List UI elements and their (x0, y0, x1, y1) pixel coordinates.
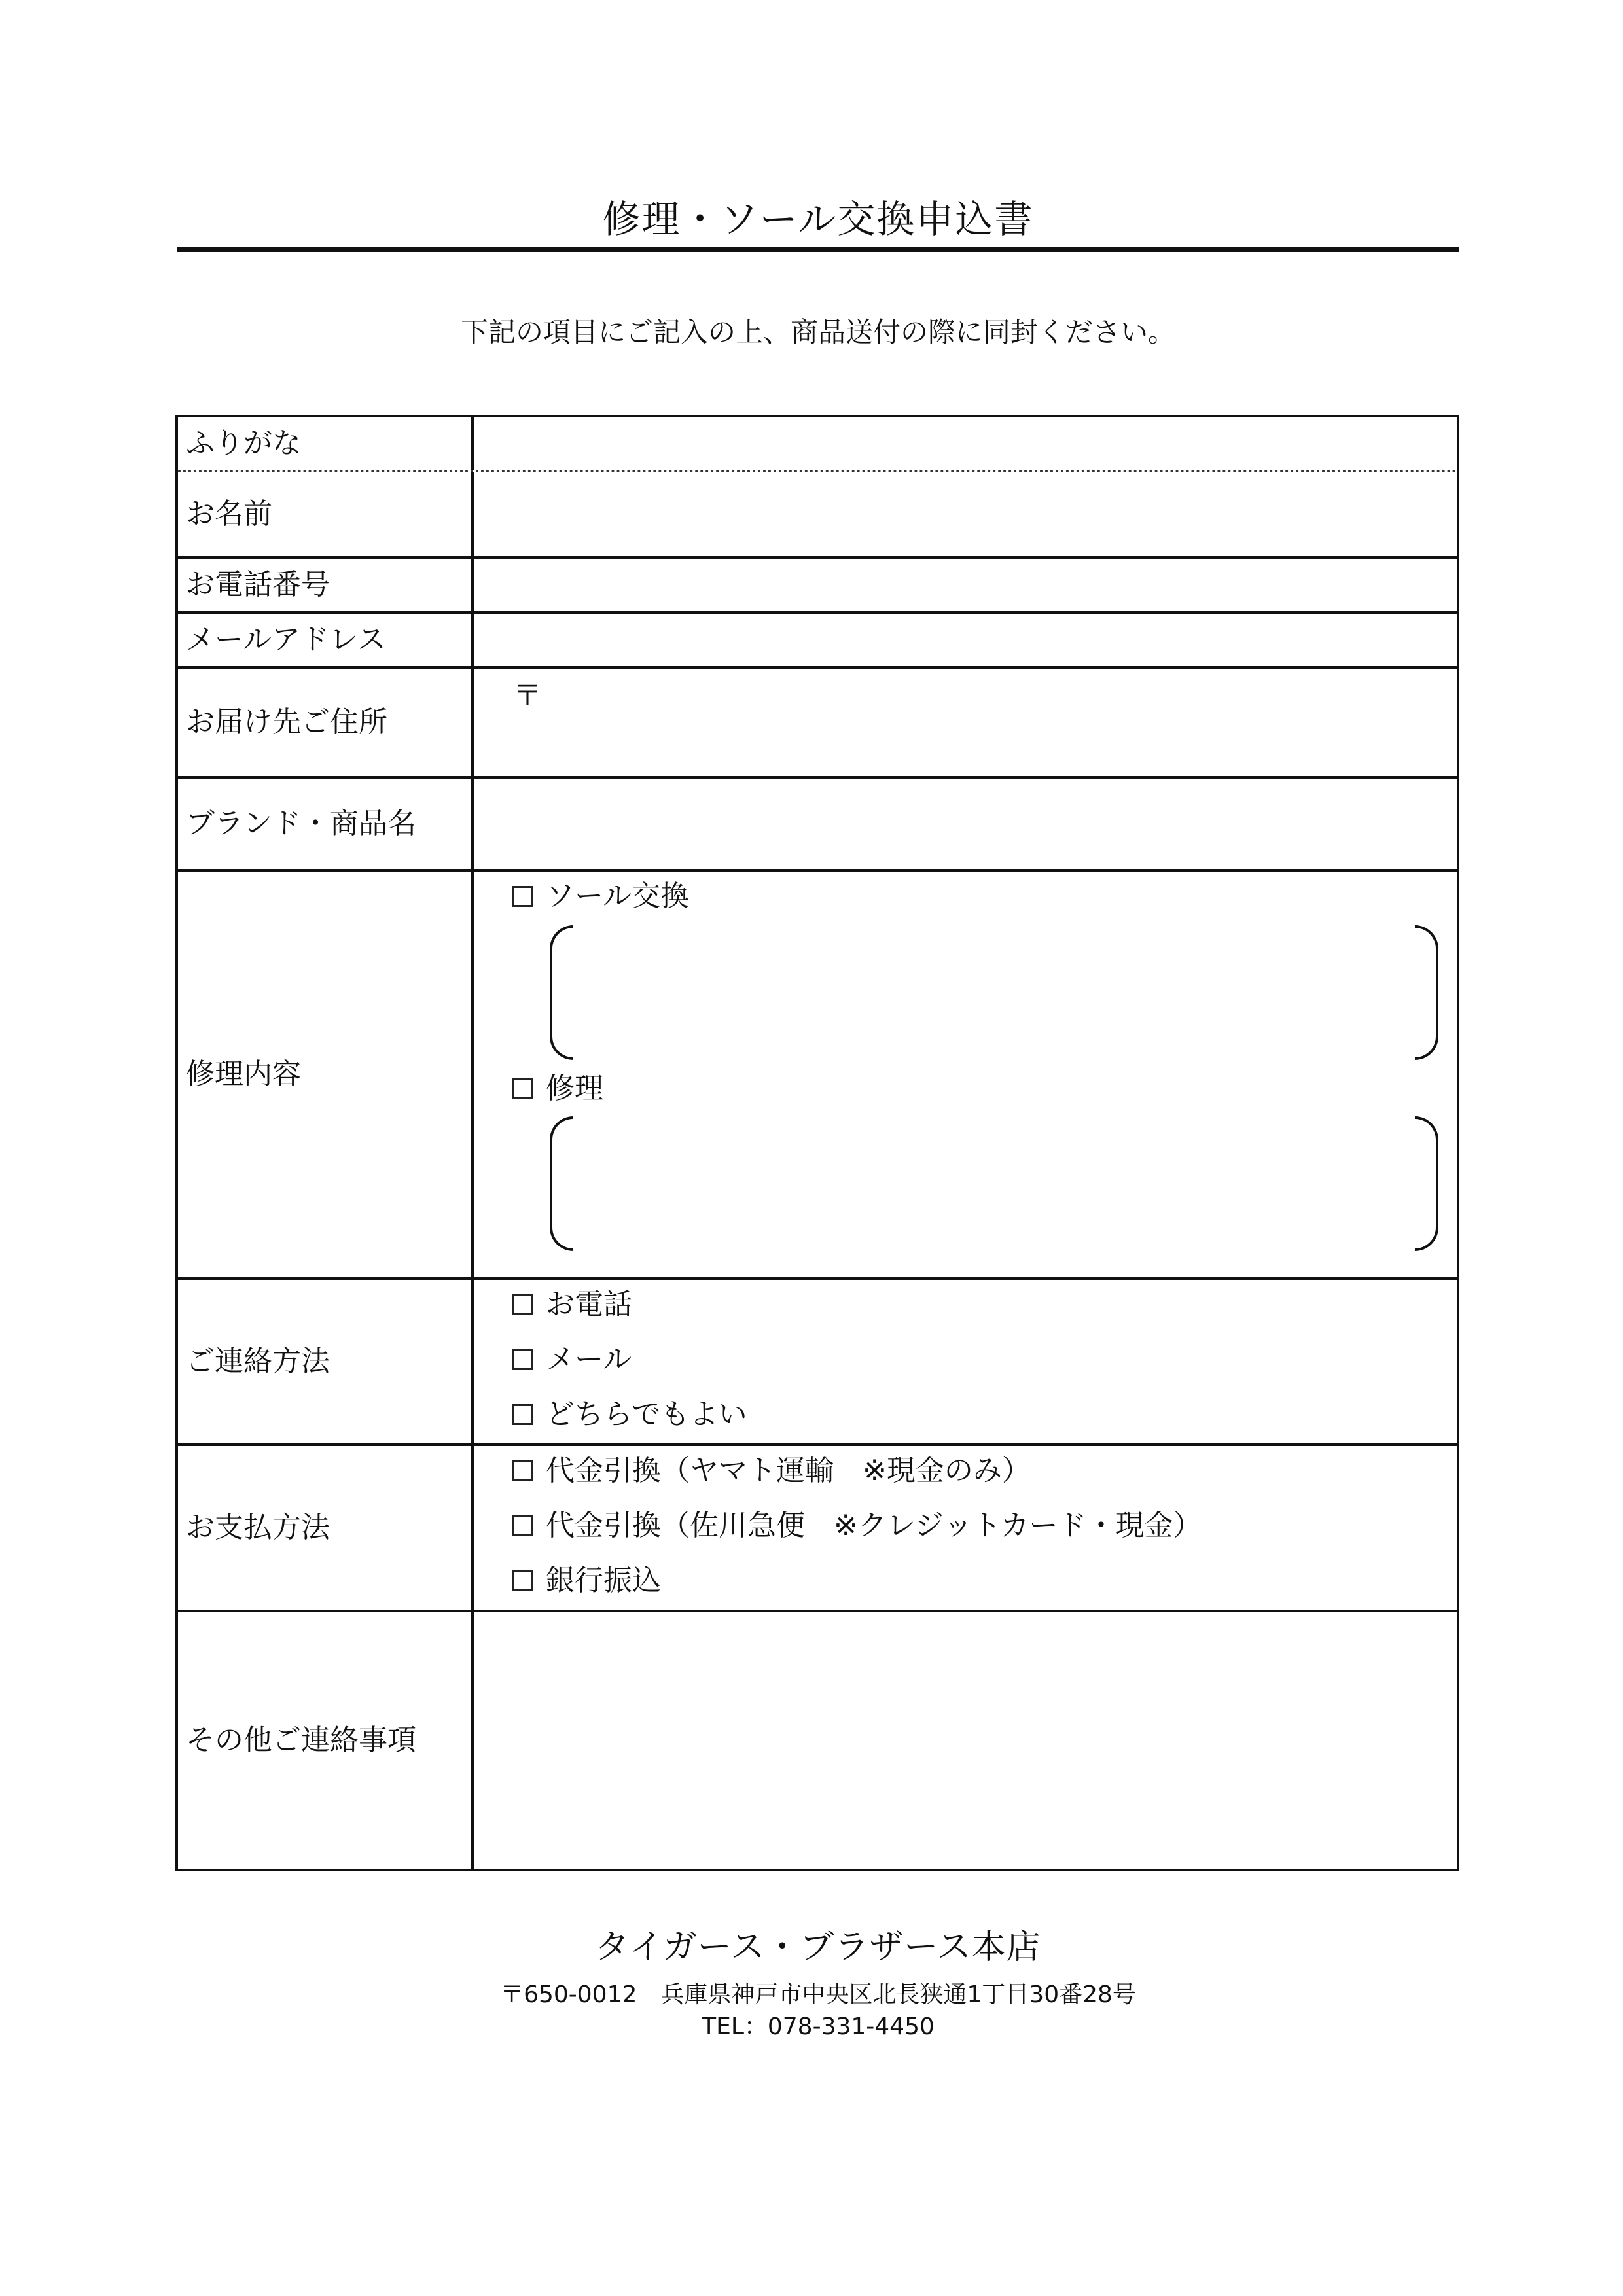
phone-field[interactable] (474, 559, 1457, 611)
application-form-table (175, 415, 1459, 1871)
left-bracket-icon (550, 1116, 573, 1251)
notes-label: その他ご連絡事項 (178, 1612, 474, 1869)
checkbox-icon[interactable] (512, 1460, 533, 1481)
payment-option-cod-yamato[interactable] (512, 1453, 1031, 1489)
name-field[interactable] (474, 472, 1457, 556)
sole-replacement-detail-bracket[interactable] (550, 925, 1438, 1060)
email-field[interactable] (474, 614, 1457, 666)
page-title: 修理・ソール交換申込書 (602, 197, 1034, 241)
furigana-label: ふりがな (178, 417, 474, 470)
repair-row (178, 869, 1457, 1277)
contact-method-row (178, 1277, 1457, 1443)
store-address: 〒650-0012 兵庫県神戸市中央区北長狭通1丁目30番28号 (500, 1981, 1136, 2008)
repair-detail-bracket[interactable] (550, 1116, 1438, 1251)
title-divider (177, 247, 1459, 252)
repair-option[interactable] (512, 1070, 603, 1107)
payment-method-field (474, 1446, 1457, 1610)
brand-row (178, 776, 1457, 869)
furigana-row (178, 417, 1457, 470)
checkbox-icon[interactable] (512, 1078, 533, 1099)
checkbox-icon[interactable] (512, 1349, 533, 1370)
payment-option-label: 代金引換（ヤマト運輸 ※現金のみ） (546, 1454, 1031, 1487)
checkbox-icon[interactable] (512, 886, 533, 907)
contact-method-label: ご連絡方法 (178, 1280, 474, 1443)
name-label: お名前 (178, 472, 474, 556)
checkbox-icon[interactable] (512, 1515, 533, 1536)
brand-field[interactable] (474, 779, 1457, 869)
contact-option-email[interactable] (512, 1341, 632, 1378)
brand-label: ブランド・商品名 (178, 779, 474, 869)
contact-option-either[interactable] (512, 1396, 747, 1433)
contact-option-phone[interactable] (512, 1286, 632, 1323)
intro-text: 下記の項目にご記入の上、商品送付の際に同封ください。 (460, 316, 1175, 348)
sole-replacement-option[interactable] (512, 878, 689, 915)
repair-label: 修理内容 (178, 872, 474, 1277)
store-name: タイガース・ブラザース本店 (595, 1928, 1041, 1967)
right-bracket-icon (1415, 1116, 1438, 1251)
payment-option-label: 銀行振込 (546, 1564, 661, 1597)
email-label: メールアドレス (178, 614, 474, 666)
email-row (178, 611, 1457, 666)
phone-row (178, 556, 1457, 611)
checkbox-icon[interactable] (512, 1570, 533, 1591)
left-bracket-icon (550, 925, 573, 1060)
payment-method-row (178, 1443, 1457, 1610)
payment-option-cod-sagawa[interactable] (512, 1508, 1202, 1544)
repair-field (474, 872, 1457, 1277)
notes-row (178, 1610, 1457, 1869)
contact-option-label: メール (546, 1343, 632, 1376)
right-bracket-icon (1415, 925, 1438, 1060)
address-field[interactable] (474, 669, 1457, 776)
phone-label: お電話番号 (178, 559, 474, 611)
address-row (178, 666, 1457, 776)
contact-method-field (474, 1280, 1457, 1443)
payment-method-label: お支払方法 (178, 1446, 474, 1610)
postal-mark-icon: 〒 (513, 679, 542, 713)
store-tel: TEL：078-331-4450 (702, 2013, 935, 2040)
address-label: お届け先ご住所 (178, 669, 474, 776)
payment-option-bank-transfer[interactable] (512, 1563, 661, 1599)
sole-replacement-label: ソール交換 (546, 879, 690, 913)
name-row (178, 470, 1457, 556)
checkbox-icon[interactable] (512, 1404, 533, 1425)
repair-option-label: 修理 (546, 1072, 603, 1105)
contact-option-label: どちらでもよい (546, 1398, 747, 1431)
payment-option-label: 代金引換（佐川急便 ※クレジットカード・現金） (546, 1509, 1202, 1542)
furigana-field[interactable] (474, 417, 1457, 470)
checkbox-icon[interactable] (512, 1294, 533, 1315)
contact-option-label: お電話 (546, 1288, 632, 1321)
notes-field[interactable] (474, 1612, 1457, 1869)
